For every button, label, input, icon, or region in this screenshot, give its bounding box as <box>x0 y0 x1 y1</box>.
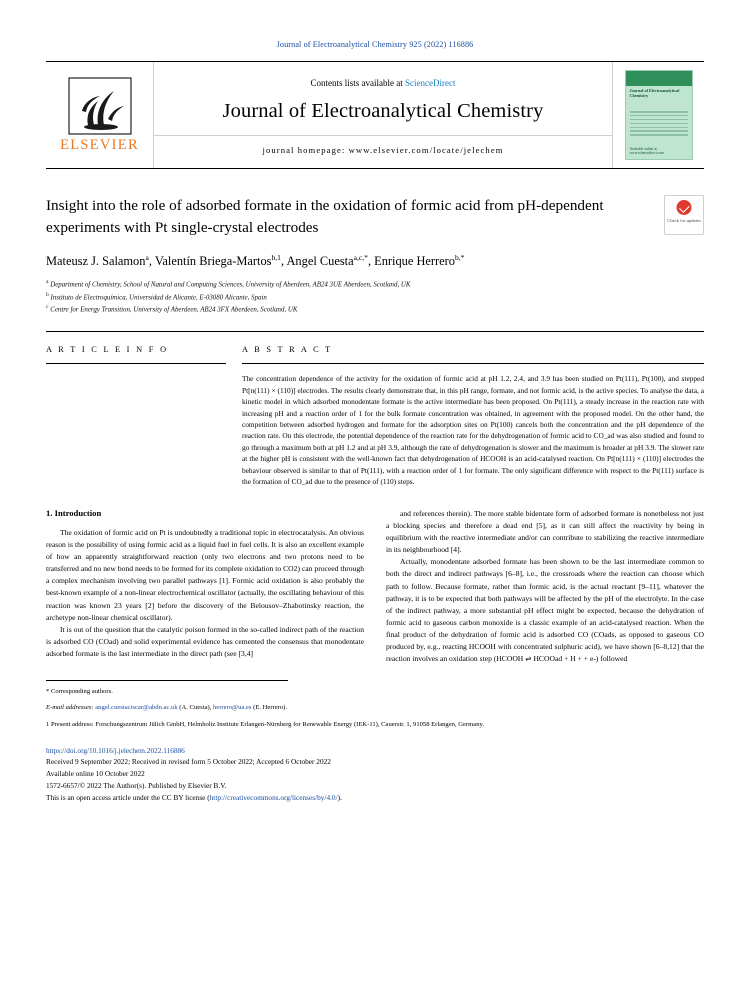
email-link-cuesta[interactable]: angel.cuestaciscar@abdn.ac.uk <box>95 704 178 712</box>
author-marks: b,* <box>454 253 465 263</box>
email-link-herrero[interactable]: herrero@ua.es <box>212 704 252 712</box>
author-name: Valentín Briega-Martos <box>154 254 272 269</box>
affiliations <box>46 278 704 315</box>
elsevier-wordmark: ELSEVIER <box>60 136 139 153</box>
license-post: ). <box>337 792 342 802</box>
author-marks: a <box>145 253 149 263</box>
author-marks: a,c,* <box>353 253 368 263</box>
crossmark-label: Check for updates <box>667 218 701 223</box>
cover-text-lines <box>630 111 688 138</box>
abstract-text: The concentration dependence of the activity for the oxidation of formic acid at pH 1.2, 2.4, and 3.9 has been studied on Pt(111), Pt(100), and stepped Pt[n(111) × (110)] electrodes. The results clearly demonstrate that, in this pH range, formate, and not formic acid, is the active species. To analyse the data, a kinetic model in which adsorbed monodentate formate is the active intermediate has been proposed. On Pt(111), a steady increase in the reaction rate with increasing pH and a reaction order of 1 for the bulk formate concentration was obtained, in agreement with the proposed model. On the other hand, the competition between adsorbed hydrogen and formate for the adsorption sites on Pt(100) cancels both the concentration and the pH dependence of the reaction rate. On this electrode, the potential dependence of the reaction rate for the dehydrogenation of formic acid to CO_ad was also studied and found to go through a maximum both at pH 1.2 and at pH 3.9, although the rate of dehydrogenation is slower and the maximum is broader at pH 3.9. The slower rate at the higher pH is consistent with the well-known fact that dehydrogenation of HCOOH is an acid-catalysed reaction. On Pt[n(111) × (110)] electrodes the behaviour observed is similar to that of Pt(111), with a reaction order of 1 for formate. The only significant difference with respect to the Pt(111) surface is the formation of CO_ad due to the presence of (110) steps. <box>242 374 704 487</box>
contents-prefix: Contents lists available at <box>310 77 405 88</box>
journal-title: Journal of Electroanalytical Chemistry <box>222 99 544 122</box>
affiliation-item <box>46 291 704 303</box>
article-footer <box>46 745 704 804</box>
email-owner-2: (E. Herrero). <box>251 704 287 712</box>
crossmark-check-icon <box>677 200 692 215</box>
divider <box>46 331 704 332</box>
available-online: Available online 10 October 2022 <box>46 769 145 779</box>
title-block <box>46 195 704 315</box>
license-link[interactable]: http://creativecommons.org/licenses/by/4.0/ <box>209 792 338 802</box>
abstract-column <box>242 345 704 488</box>
affiliation-text: Instituto de Electroquímica, Universidad de Alicante, E-03080 Alicante, Spain <box>50 293 267 301</box>
affiliation-text: Department of Chemistry, School of Natural and Computing Sciences, University of Aberdeen, AB24 3UE Aberdeen, Scotland, UK <box>50 281 411 289</box>
paragraph: and references therein). The more stable bidentate form of adsorbed formate is nonetheless not just a blocking species and therefore a dead end [5], as it can still affect the reactivity by being in equilibrium with the reactive intermediate and/or can contribute to stabilizing the reactive intermediate in its neighbourhood [4]. <box>386 508 704 555</box>
paragraph: It is out of the question that the catalytic poison formed in the so-called indirect path of the reaction is adsorbed CO (COad) and solid experimental evidence has cemented the consensus that monodentate adsorbed formate is the last intermediate in the direct path (see [3,4] <box>46 624 364 659</box>
article-info-column <box>46 345 242 488</box>
footnote-emails <box>46 703 704 714</box>
affiliation-item <box>46 278 704 290</box>
sciencedirect-link[interactable]: ScienceDirect <box>405 77 456 88</box>
masthead-right <box>612 62 704 168</box>
footnote-present-address: 1 Present address: Forschungszentrum Jülich GmbH, Helmholtz Institute Erlangen-Nürnberg for Renewable Energy (IEK-11), Cauerstr. 1, 91058 Erlangen, Germany. <box>46 720 485 728</box>
footnote-divider <box>46 680 288 681</box>
body-columns <box>46 508 704 666</box>
body-column-left <box>46 508 364 666</box>
email-owner-1: (A. Cuesta), <box>177 704 213 712</box>
page-title: Insight into the role of adsorbed formate in the oxidation of formic acid from pH-dependent experiments with Pt single-crystal electrodes <box>46 197 604 237</box>
author-name: Angel Cuesta <box>286 254 354 269</box>
masthead-center <box>154 62 612 168</box>
issn-copyright: 1572-6657/© 2022 The Author(s). Published by Elsevier B.V. <box>46 781 227 791</box>
affiliation-mark: a <box>46 279 49 286</box>
elsevier-tree-icon <box>68 77 132 135</box>
affiliation-text: Centre for Energy Transition, University of Aberdeen, AB24 3FX Aberdeen, Scotland, UK <box>50 306 298 314</box>
footnote-corresponding: * Corresponding authors. <box>46 687 113 695</box>
author-name: Enrique Herrero <box>374 254 455 269</box>
cover-title: Journal of Electroanalytical Chemistry <box>629 88 680 99</box>
journal-homepage[interactable]: journal homepage: www.elsevier.com/locate/jelechem <box>154 135 612 155</box>
doi-link[interactable]: https://doi.org/10.1016/j.jelechem.2022.116886 <box>46 745 185 755</box>
article-info-heading: A R T I C L E I N F O <box>46 345 169 355</box>
received-dates: Received 9 September 2022; Received in revised form 5 October 2022; Accepted 6 October 2022 <box>46 757 331 767</box>
abstract-heading: A B S T R A C T <box>242 345 333 355</box>
running-head: Journal of Electroanalytical Chemistry 925 (2022) 116886 <box>276 40 474 49</box>
cover-bottom-text: Available online at www.sciencedirect.com <box>629 147 664 155</box>
email-label: E-mail addresses: <box>46 704 94 712</box>
paragraph: The oxidation of formic acid on Pt is undoubtedly a traditional topic in electrocatalysis. An obvious reason is the possibility of using formic acid as a liquid fuel in fuel cells. It is also an excellent example of how an apparently straightforward reaction (only two electrons and two protons need to be transferred and no new bond needs to be formed for its complete oxidation to CO2) can proceed through a complex mechanism involving two parallel pathways [1]. Formic acid oxidation is also probably the best-known example of a non-linear electrochemical oscillator (actually, the oscillating behaviour of this reaction was known 23 years [2] before the discovery of the Belousov–Zhabotinsky reaction, the archetype non-linear chemical oscillator). <box>46 527 364 622</box>
info-abstract-row <box>46 345 704 488</box>
crossmark-badge[interactable] <box>664 195 704 235</box>
author-marks: b,1 <box>271 253 281 263</box>
contents-line <box>311 78 456 88</box>
license-pre: This is an open access article under the CC BY license ( <box>46 792 210 802</box>
affiliation-mark: c <box>46 303 49 310</box>
affiliation-mark: b <box>46 291 49 298</box>
author-name: Mateusz J. Salamon <box>46 254 146 269</box>
paragraph: Actually, monodentate adsorbed formate has been shown to be the last intermediate common to both the direct and indirect pathways [6–8], i.e., the crossroads where the reaction can choose which path to follow. Because formate, rather than formic acid, is the actual reactant [9–11], whatever the pathway, it is to be expected that both pathways will be affected by the pH of the electrolyte. In the case of the indirect pathway, a more substantial pH effect might be expected, because the dehydration of formic acid to gaseous carbon monoxide is a classic example of an acid-catalysed reaction. When the final product of the dehydration of formic acid is adsorbed CO (COads, as opposed to gaseous CO produced by, e.g., reacting HCOOH with concentrated sulphuric acid), we have shown [6–8,12] that the reaction involves an oxidation step (HCOOH ⇌ HCOOad + H + + e-) followed <box>386 557 704 664</box>
body-column-right <box>386 508 704 666</box>
journal-cover-image <box>625 70 693 160</box>
affiliation-item <box>46 303 704 315</box>
publisher-logo <box>46 62 154 168</box>
section-heading-introduction: 1. Introduction <box>46 507 102 518</box>
author-list: Mateusz J. Salamon$^a$, Valentín Briega-Martos$^{b,1}$, Angel Cuesta$^{a,c,*}$, Enrique Herrero$^{b,*}$ <box>46 253 465 269</box>
license-line <box>46 792 704 804</box>
journal-masthead <box>46 61 704 169</box>
